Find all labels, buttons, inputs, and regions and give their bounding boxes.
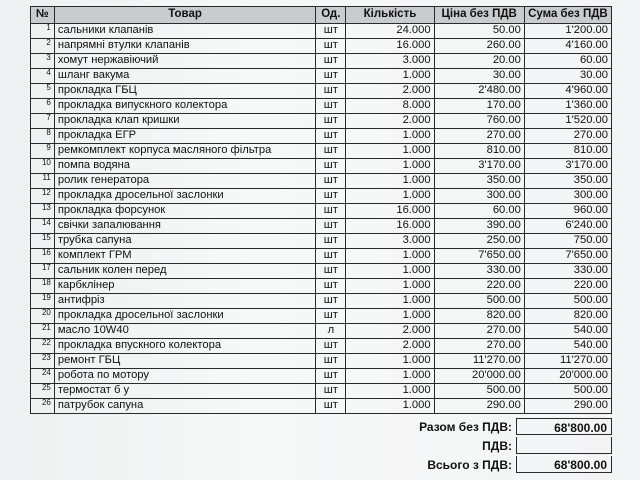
table-row — [31, 54, 612, 69]
sum-cell: 540.00 — [524, 339, 611, 354]
table-row — [31, 369, 612, 384]
quantity-cell: 1.000 — [346, 249, 434, 264]
sum-cell: 330.00 — [524, 264, 611, 279]
row-number-cell: 22 — [31, 339, 55, 354]
row-number-cell: 6 — [31, 99, 55, 114]
row-number-cell: 9 — [31, 144, 55, 159]
total-value: 68'800.00 — [516, 418, 612, 435]
quantity-cell: 1.000 — [346, 399, 434, 414]
price-cell: 290.00 — [434, 399, 524, 414]
quantity-cell: 16.000 — [346, 39, 434, 54]
unit-cell: шт — [316, 99, 346, 114]
row-number-cell: 24 — [31, 369, 55, 384]
quantity-cell: 1.000 — [346, 129, 434, 144]
sum-cell: 300.00 — [524, 189, 611, 204]
price-cell: 810.00 — [434, 144, 524, 159]
sum-cell: 20'000.00 — [524, 369, 611, 384]
price-cell: 500.00 — [434, 294, 524, 309]
quantity-cell: 2.000 — [346, 339, 434, 354]
row-number-cell: 10 — [31, 159, 55, 174]
unit-cell: шт — [316, 249, 346, 264]
product-name-cell: ролик генератора — [54, 174, 315, 189]
price-cell: 60.00 — [434, 204, 524, 219]
quantity-cell: 1.000 — [346, 174, 434, 189]
sum-cell: 350.00 — [524, 174, 611, 189]
product-name-cell: термостат б у — [54, 384, 315, 399]
unit-cell: шт — [316, 189, 346, 204]
table-row — [31, 294, 612, 309]
table-row — [31, 24, 612, 39]
sum-cell: 4'960.00 — [524, 84, 611, 99]
unit-cell: шт — [316, 234, 346, 249]
sum-cell: 11'270.00 — [524, 354, 611, 369]
table-row — [31, 129, 612, 144]
row-number-cell: 18 — [31, 279, 55, 294]
quantity-cell: 16.000 — [346, 219, 434, 234]
quantity-cell: 8.000 — [346, 99, 434, 114]
product-name-cell: помпа водяна — [54, 159, 315, 174]
price-cell: 7'650.00 — [434, 249, 524, 264]
table-row — [31, 249, 612, 264]
sum-cell: 3'170.00 — [524, 159, 611, 174]
price-cell: 330.00 — [434, 264, 524, 279]
unit-cell: шт — [316, 159, 346, 174]
row-number-cell: 16 — [31, 249, 55, 264]
product-name-cell: прокладка дросельної заслонки — [54, 189, 315, 204]
row-number-cell: 5 — [31, 84, 55, 99]
quantity-cell: 16.000 — [346, 204, 434, 219]
table-row — [31, 69, 612, 84]
table-row — [31, 114, 612, 129]
row-number-cell: 7 — [31, 114, 55, 129]
product-name-cell: ремкомплект корпуса масляного фільтра — [54, 144, 315, 159]
sum-cell: 500.00 — [524, 384, 611, 399]
product-name-cell: прокладка клап кришки — [54, 114, 315, 129]
quantity-cell: 1.000 — [346, 279, 434, 294]
row-number-cell: 3 — [31, 54, 55, 69]
unit-cell: шт — [316, 264, 346, 279]
quantity-cell: 1.000 — [346, 354, 434, 369]
unit-cell: шт — [316, 114, 346, 129]
unit-cell: шт — [316, 279, 346, 294]
quantity-cell: 1.000 — [346, 294, 434, 309]
price-cell: 20'000.00 — [434, 369, 524, 384]
product-name-cell: масло 10W40 — [54, 324, 315, 339]
unit-cell: шт — [316, 399, 346, 414]
product-name-cell: хомут нержавіючий — [54, 54, 315, 69]
table-row — [31, 384, 612, 399]
price-cell: 500.00 — [434, 384, 524, 399]
price-cell: 300.00 — [434, 189, 524, 204]
vat-label: ПДВ: — [482, 439, 512, 453]
product-name-cell: карбклінер — [54, 279, 315, 294]
header-unit: Од. — [316, 7, 346, 24]
table-row — [31, 324, 612, 339]
sum-cell: 30.00 — [524, 69, 611, 84]
sum-cell: 1'520.00 — [524, 114, 611, 129]
product-name-cell: сальники клапанів — [54, 24, 315, 39]
price-cell: 220.00 — [434, 279, 524, 294]
unit-cell: шт — [316, 174, 346, 189]
quantity-cell: 1.000 — [346, 189, 434, 204]
table-row — [31, 204, 612, 219]
quantity-cell: 1.000 — [346, 369, 434, 384]
row-number-cell: 2 — [31, 39, 55, 54]
table-row — [31, 99, 612, 114]
row-number-cell: 21 — [31, 324, 55, 339]
items-table — [30, 6, 612, 414]
row-number-cell: 20 — [31, 309, 55, 324]
unit-cell: шт — [316, 369, 346, 384]
quantity-cell: 1.000 — [346, 264, 434, 279]
row-number-cell: 23 — [31, 354, 55, 369]
total-label: Разом без ПДВ: — [419, 420, 512, 434]
unit-cell: шт — [316, 309, 346, 324]
sum-cell: 1'200.00 — [524, 24, 611, 39]
product-name-cell: прокладка випускного колектора — [54, 99, 315, 114]
vat-row — [300, 437, 612, 456]
table-row — [31, 234, 612, 249]
sum-cell: 960.00 — [524, 204, 611, 219]
price-cell: 390.00 — [434, 219, 524, 234]
row-number-cell: 17 — [31, 264, 55, 279]
table-row — [31, 189, 612, 204]
header-number: № — [31, 7, 55, 24]
row-number-cell: 13 — [31, 204, 55, 219]
table-header-row — [31, 7, 612, 24]
row-number-cell: 8 — [31, 129, 55, 144]
row-number-cell: 15 — [31, 234, 55, 249]
price-cell: 2'480.00 — [434, 84, 524, 99]
grand-total-label: Всього з ПДВ: — [427, 458, 512, 472]
sum-cell: 7'650.00 — [524, 249, 611, 264]
unit-cell: шт — [316, 354, 346, 369]
product-name-cell: трубка сапуна — [54, 234, 315, 249]
table-row — [31, 279, 612, 294]
price-cell: 3'170.00 — [434, 159, 524, 174]
table-row — [31, 399, 612, 414]
grand-total-value: 68'800.00 — [516, 456, 612, 473]
sum-cell: 6'240.00 — [524, 219, 611, 234]
price-cell: 270.00 — [434, 339, 524, 354]
table-row — [31, 309, 612, 324]
sum-cell: 4'160.00 — [524, 39, 611, 54]
product-name-cell: антифріз — [54, 294, 315, 309]
table-row — [31, 264, 612, 279]
total-with-vat — [300, 456, 612, 475]
product-name-cell: сальник колен перед — [54, 264, 315, 279]
sum-cell: 750.00 — [524, 234, 611, 249]
product-name-cell: прокладка ЕГР — [54, 129, 315, 144]
sum-cell: 810.00 — [524, 144, 611, 159]
sum-cell: 1'360.00 — [524, 99, 611, 114]
quantity-cell: 2.000 — [346, 84, 434, 99]
row-number-cell: 11 — [31, 174, 55, 189]
price-cell: 350.00 — [434, 174, 524, 189]
unit-cell: шт — [316, 144, 346, 159]
price-cell: 20.00 — [434, 54, 524, 69]
quantity-cell: 3.000 — [346, 234, 434, 249]
sum-cell: 820.00 — [524, 309, 611, 324]
sum-cell: 60.00 — [524, 54, 611, 69]
total-without-vat — [300, 418, 612, 437]
table-row — [31, 84, 612, 99]
table-row — [31, 174, 612, 189]
unit-cell: шт — [316, 54, 346, 69]
header-sum: Сума без ПДВ — [524, 7, 611, 24]
quantity-cell: 24.000 — [346, 24, 434, 39]
table-row — [31, 39, 612, 54]
sum-cell: 270.00 — [524, 129, 611, 144]
price-cell: 270.00 — [434, 324, 524, 339]
sum-cell: 220.00 — [524, 279, 611, 294]
unit-cell: шт — [316, 384, 346, 399]
header-product: Товар — [54, 7, 315, 24]
quantity-cell: 2.000 — [346, 324, 434, 339]
row-number-cell: 1 — [31, 24, 55, 39]
unit-cell: шт — [316, 129, 346, 144]
price-cell: 250.00 — [434, 234, 524, 249]
product-name-cell: прокладка дросельної заслонки — [54, 309, 315, 324]
price-cell: 170.00 — [434, 99, 524, 114]
unit-cell: шт — [316, 204, 346, 219]
row-number-cell: 14 — [31, 219, 55, 234]
price-cell: 50.00 — [434, 24, 524, 39]
product-name-cell: прокладка форсунок — [54, 204, 315, 219]
sum-cell: 500.00 — [524, 294, 611, 309]
product-name-cell: ремонт ГБЦ — [54, 354, 315, 369]
unit-cell: шт — [316, 39, 346, 54]
row-number-cell: 26 — [31, 399, 55, 414]
table-row — [31, 219, 612, 234]
header-quantity: Кількість — [346, 7, 434, 24]
header-price: Ціна без ПДВ — [434, 7, 524, 24]
quantity-cell: 3.000 — [346, 54, 434, 69]
product-name-cell: прокладка впускного колектора — [54, 339, 315, 354]
quantity-cell: 1.000 — [346, 69, 434, 84]
unit-cell: шт — [316, 339, 346, 354]
quantity-cell: 2.000 — [346, 114, 434, 129]
unit-cell: шт — [316, 219, 346, 234]
price-cell: 11'270.00 — [434, 354, 524, 369]
price-cell: 760.00 — [434, 114, 524, 129]
quantity-cell: 1.000 — [346, 159, 434, 174]
sum-cell: 290.00 — [524, 399, 611, 414]
quantity-cell: 1.000 — [346, 384, 434, 399]
price-cell: 820.00 — [434, 309, 524, 324]
product-name-cell: напрямні втулки клапанів — [54, 39, 315, 54]
quantity-cell: 1.000 — [346, 309, 434, 324]
price-cell: 30.00 — [434, 69, 524, 84]
table-row — [31, 159, 612, 174]
product-name-cell: робота по мотору — [54, 369, 315, 384]
table-row — [31, 339, 612, 354]
unit-cell: шт — [316, 84, 346, 99]
product-name-cell: шланг вакума — [54, 69, 315, 84]
row-number-cell: 19 — [31, 294, 55, 309]
unit-cell: л — [316, 324, 346, 339]
table-row — [31, 144, 612, 159]
vat-value — [516, 437, 612, 454]
table-row — [31, 354, 612, 369]
unit-cell: шт — [316, 24, 346, 39]
sum-cell: 540.00 — [524, 324, 611, 339]
quantity-cell: 1.000 — [346, 144, 434, 159]
unit-cell: шт — [316, 294, 346, 309]
price-cell: 260.00 — [434, 39, 524, 54]
product-name-cell: комплект ГРМ — [54, 249, 315, 264]
unit-cell: шт — [316, 69, 346, 84]
totals-block — [300, 418, 612, 475]
price-cell: 270.00 — [434, 129, 524, 144]
product-name-cell: патрубок сапуна — [54, 399, 315, 414]
product-name-cell: прокладка ГБЦ — [54, 84, 315, 99]
row-number-cell: 4 — [31, 69, 55, 84]
product-name-cell: свічки запалювання — [54, 219, 315, 234]
row-number-cell: 25 — [31, 384, 55, 399]
row-number-cell: 12 — [31, 189, 55, 204]
